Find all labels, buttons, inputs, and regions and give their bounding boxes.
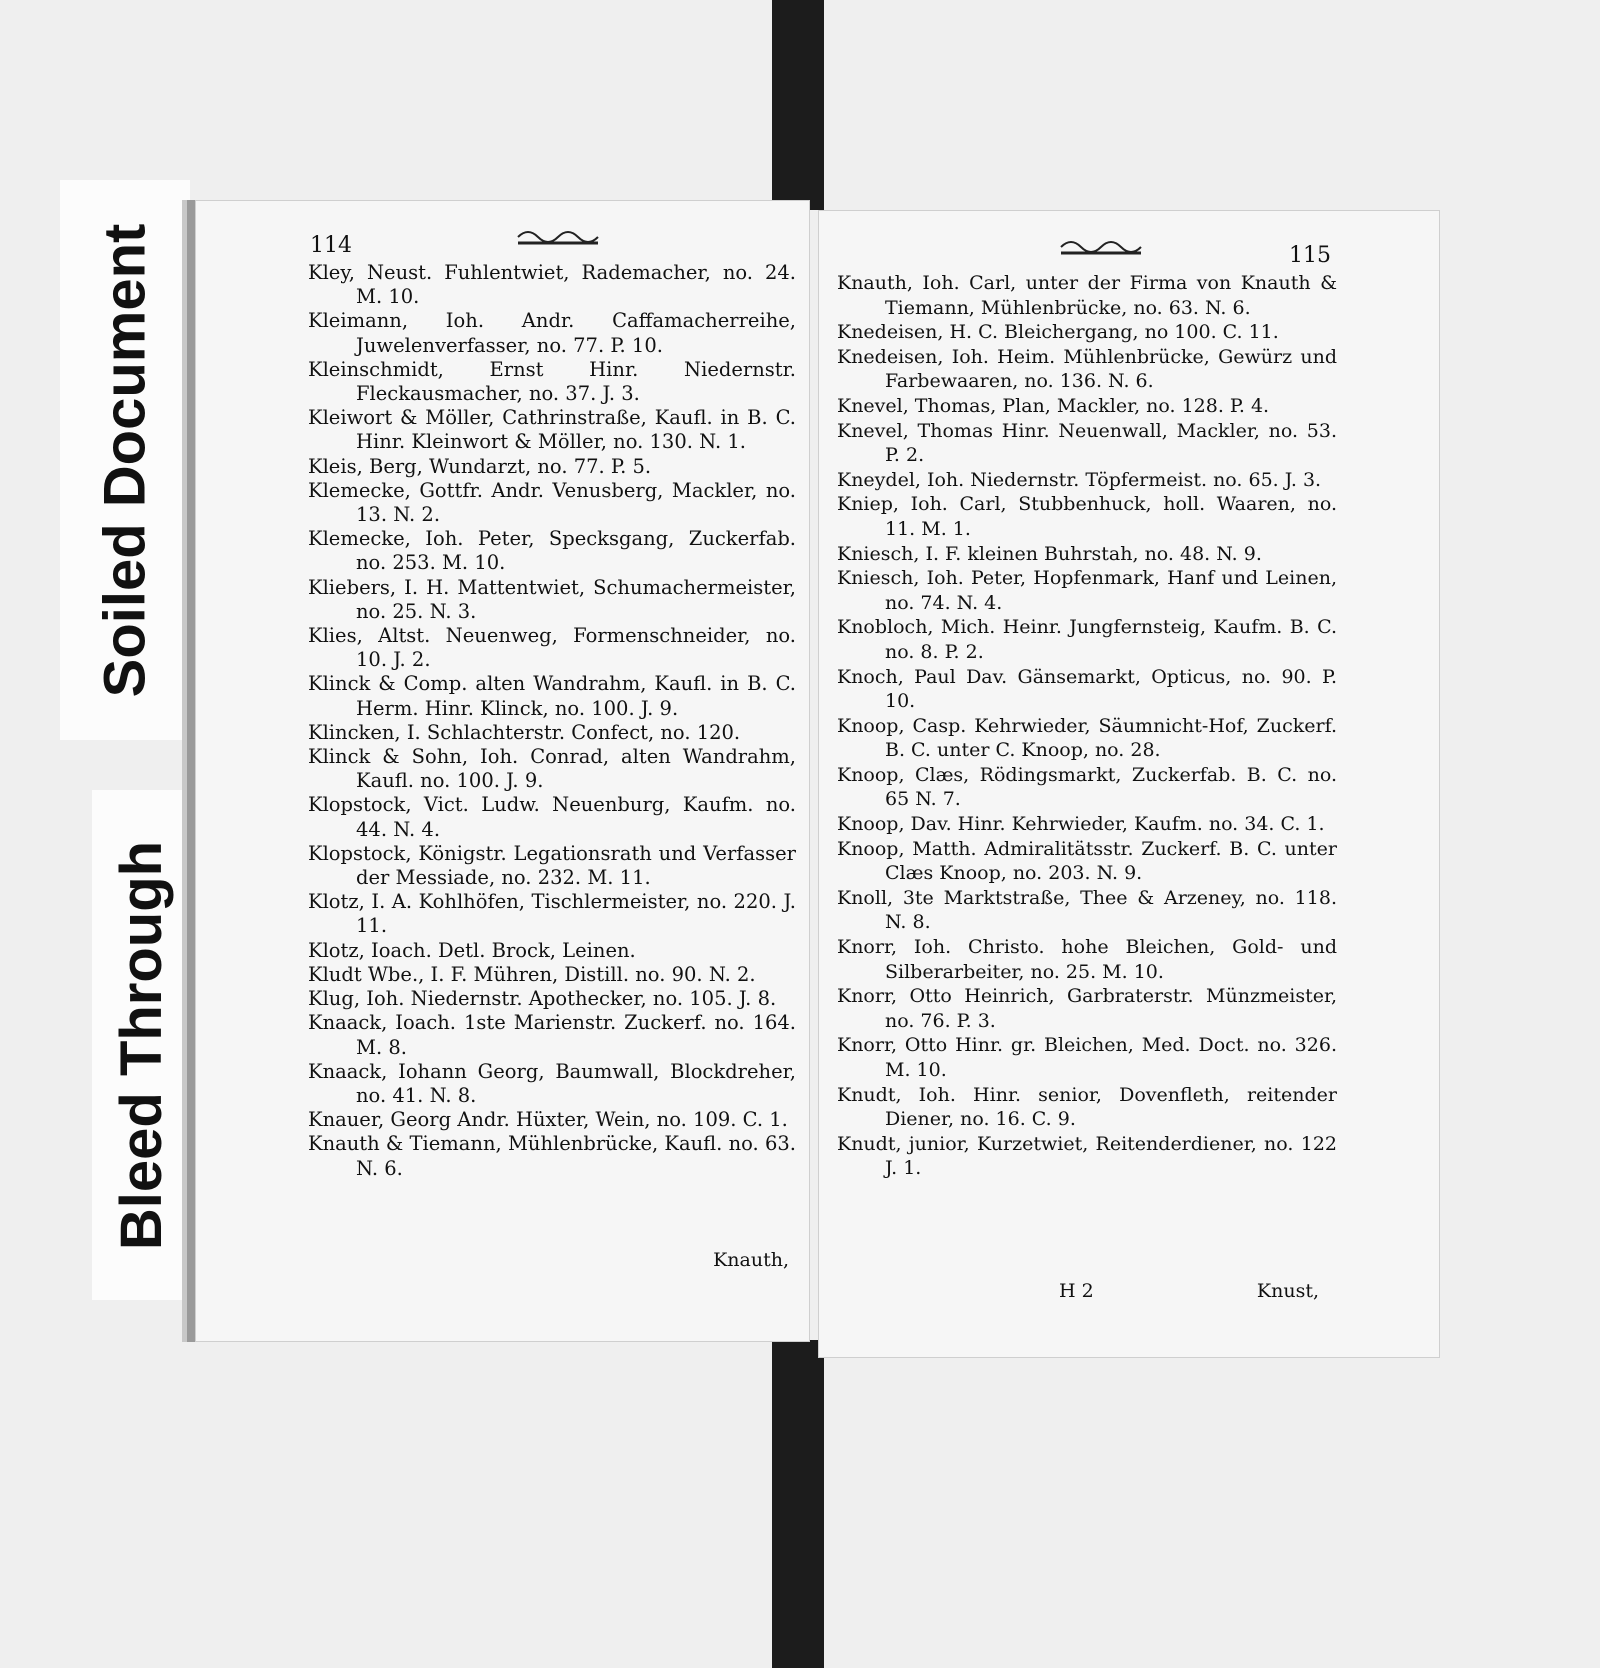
directory-entry: Knauer, Georg Andr. Hüxter, Wein, no. 109. C. 1. bbox=[308, 1108, 788, 1132]
catchword-left: Knauth, bbox=[713, 1249, 789, 1271]
page-number-left: 114 bbox=[310, 233, 352, 258]
directory-entry: Kleimann, Ioh. Andr. Caffamacherreihe, Juwelenverfasser, no. 77. P. 10. bbox=[308, 309, 796, 357]
page-number-right: 115 bbox=[1289, 243, 1331, 268]
directory-entry: Kleinschmidt, Ernst Hinr. Niedernstr. Fleckausmacher, no. 37. J. 3. bbox=[308, 357, 796, 406]
directory-entry: Kniesch, Ioh. Peter, Hopfenmark, Hanf und Leinen, no. 74. N. 4. bbox=[837, 567, 1337, 614]
catchword-right: Knust, bbox=[1256, 1280, 1319, 1302]
directory-entry: Knoop, Casp. Kehrwieder, Säumnicht-Hof, Zuckerf. B. C. unter C. Knoop, no. 28. bbox=[837, 714, 1337, 762]
directory-entry: Kniep, Ioh. Carl, Stubbenhuck, holl. Waaren, no. 11. M. 1. bbox=[837, 493, 1337, 540]
directory-entry: Knoll, 3te Marktstraße, Thee & Arzeney, no. 118. N. 8. bbox=[837, 886, 1337, 934]
directory-entry: Knaack, Iohann Georg, Baumwall, Blockdreher, no. 41. N. 8. bbox=[308, 1059, 796, 1107]
directory-entry: Knedeisen, Ioh. Heim. Mühlenbrücke, Gewürz und Farbewaaren, no. 136. N. 6. bbox=[837, 345, 1337, 393]
directory-entry: Knoop, Dav. Hinr. Kehrwieder, Kaufm. no. 34. C. 1. bbox=[837, 813, 1325, 836]
directory-entry: Klemecke, Gottfr. Andr. Venusberg, Mackler, no. 13. N. 2. bbox=[308, 478, 796, 527]
directory-entry: Knauth & Tiemann, Mühlenbrücke, Kaufl. no. 63. N. 6. bbox=[308, 1132, 796, 1180]
directory-entry: Knoop, Clæs, Rödingsmarkt, Zuckerfab. B. C. no. 65 N. 7. bbox=[837, 763, 1337, 811]
entry-list-left bbox=[308, 261, 796, 1181]
directory-entry: Knoch, Paul Dav. Gänsemarkt, Opticus, no. 90. P. 10. bbox=[837, 665, 1337, 713]
directory-entry: Kliebers, I. H. Mattentwiet, Schumachermeister, no. 25. N. 3. bbox=[308, 575, 796, 623]
ornament-icon bbox=[1059, 233, 1143, 261]
directory-entry: Klopstock, Königstr. Legationsrath und Verfasser der Messiade, no. 232. M. 11. bbox=[308, 841, 796, 890]
directory-entry: Knorr, Otto Heinrich, Garbraterstr. Münzmeister, no. 76. P. 3. bbox=[837, 985, 1337, 1032]
directory-entry: Kludt Wbe., I. F. Mühren, Distill. no. 90. N. 2. bbox=[308, 962, 756, 986]
bleed-through-label bbox=[92, 790, 192, 1300]
directory-entry: Kniesch, I. F. kleinen Buhrstah, no. 48. N. 9. bbox=[837, 542, 1262, 565]
directory-entry: Kneydel, Ioh. Niedernstr. Töpfermeist. no. 65. J. 3. bbox=[837, 468, 1322, 491]
directory-entry: Knorr, Ioh. Christo. hohe Bleichen, Gold- und Silberarbeiter, no. 25. M. 10. bbox=[837, 936, 1337, 983]
ornament-icon bbox=[516, 223, 600, 251]
signature-mark: H 2 bbox=[1059, 1280, 1094, 1302]
directory-entry: Kleis, Berg, Wundarzt, no. 77. P. 5. bbox=[308, 454, 652, 478]
soiled-document-label bbox=[60, 180, 190, 740]
directory-entry: Knevel, Thomas, Plan, Mackler, no. 128. P. 4. bbox=[837, 394, 1270, 417]
directory-entry: Knorr, Otto Hinr. gr. Bleichen, Med. Doct. no. 326. M. 10. bbox=[837, 1034, 1337, 1081]
directory-entry: Knudt, junior, Kurzetwiet, Reitenderdiener, no. 122 J. 1. bbox=[837, 1132, 1337, 1180]
soiled-document-text: Soiled Document bbox=[92, 223, 158, 697]
directory-entry: Knevel, Thomas Hinr. Neuenwall, Mackler, no. 53. P. 2. bbox=[837, 419, 1337, 467]
directory-entry: Kley, Neust. Fuhlentwiet, Rademacher, no. 24. M. 10. bbox=[308, 261, 796, 309]
right-page bbox=[818, 210, 1440, 1358]
left-page bbox=[195, 200, 810, 1342]
directory-entry: Knoop, Matth. Admiralitätsstr. Zuckerf. B. C. unter Clæs Knoop, no. 203. N. 9. bbox=[837, 837, 1337, 885]
binding-strip-bottom bbox=[772, 1340, 824, 1668]
entry-list-right bbox=[837, 271, 1337, 1181]
directory-entry: Knauth, Ioh. Carl, unter der Firma von Knauth & Tiemann, Mühlenbrücke, no. 63. N. 6. bbox=[837, 272, 1337, 319]
directory-entry: Knudt, Ioh. Hinr. senior, Dovenfleth, reitender Diener, no. 16. C. 9. bbox=[837, 1083, 1337, 1131]
directory-entry: Knedeisen, H. C. Bleichergang, no 100. C. 11. bbox=[837, 321, 1279, 344]
directory-entry: Klinck & Sohn, Ioh. Conrad, alten Wandrahm, Kaufl. no. 100. J. 9. bbox=[308, 745, 796, 793]
directory-entry: Klies, Altst. Neuenweg, Formenschneider, no. 10. J. 2. bbox=[308, 624, 796, 672]
directory-entry: Knaack, Ioach. 1ste Marienstr. Zuckerf. no. 164. M. 8. bbox=[308, 1011, 796, 1059]
directory-entry: Klopstock, Vict. Ludw. Neuenburg, Kaufm. no. 44. N. 4. bbox=[308, 793, 796, 841]
binding-strip-top bbox=[772, 0, 824, 210]
directory-entry: Klincken, I. Schlachterstr. Confect, no. 120. bbox=[308, 720, 741, 744]
directory-entry: Klotz, I. A. Kohlhöfen, Tischlermeister, no. 220. J. 11. bbox=[308, 890, 796, 938]
directory-entry: Kleiwort & Möller, Cathrinstraße, Kaufl. in B. C. Hinr. Kleinwort & Möller, no. 130. N. 1. bbox=[308, 406, 796, 454]
directory-entry: Klemecke, Ioh. Peter, Specksgang, Zuckerfab. no. 253. M. 10. bbox=[308, 527, 796, 575]
directory-entry: Klug, Ioh. Niedernstr. Apothecker, no. 105. J. 8. bbox=[308, 987, 777, 1011]
directory-entry: Klotz, Ioach. Detl. Brock, Leinen. bbox=[308, 938, 636, 962]
bleed-through-text: Bleed Through bbox=[109, 840, 175, 1250]
directory-entry: Klinck & Comp. alten Wandrahm, Kaufl. in B. C. Herm. Hinr. Klinck, no. 100. J. 9. bbox=[308, 672, 796, 720]
directory-entry: Knobloch, Mich. Heinr. Jungfernsteig, Kaufm. B. C. no. 8. P. 2. bbox=[837, 616, 1337, 663]
